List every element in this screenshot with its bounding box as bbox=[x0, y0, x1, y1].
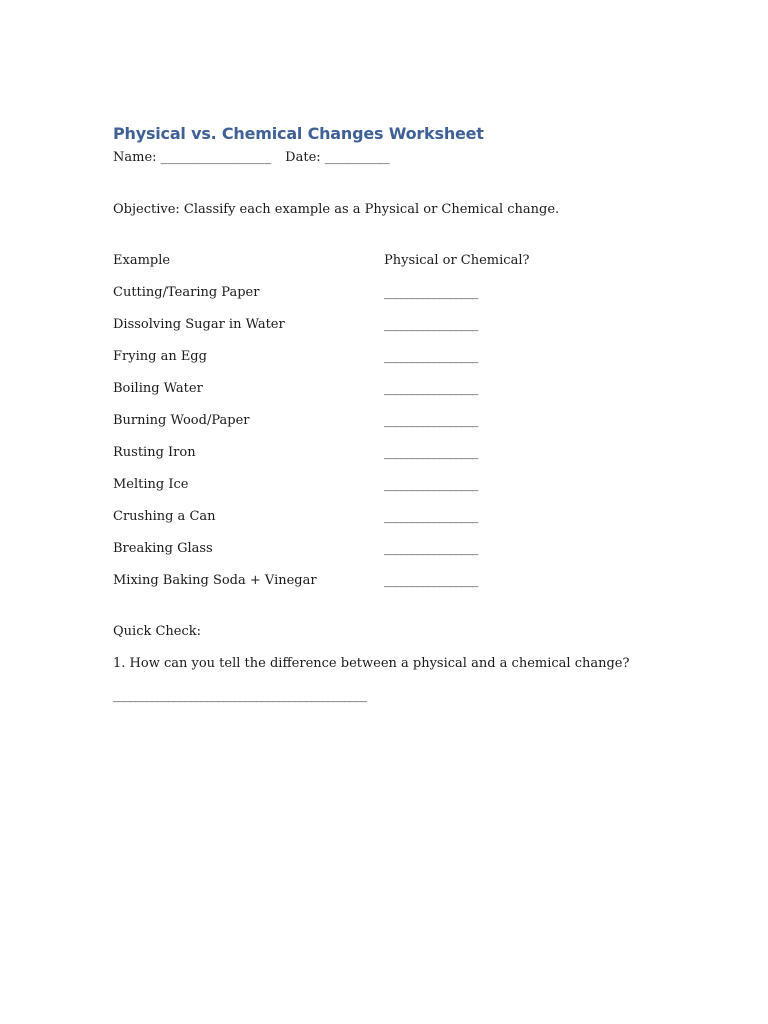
table-row bbox=[113, 445, 533, 477]
answer-blank[interactable]: _________________ bbox=[384, 285, 478, 300]
table-row bbox=[113, 349, 533, 381]
table-row bbox=[113, 509, 533, 541]
answer-blank[interactable]: _________________ bbox=[384, 445, 478, 460]
table-row bbox=[113, 541, 533, 573]
answer-blank[interactable]: _________________ bbox=[384, 541, 478, 556]
example-label: Crushing a Can bbox=[113, 509, 216, 524]
table-row bbox=[113, 381, 533, 413]
column-header-answer: Physical or Chemical? bbox=[384, 253, 530, 268]
answer-blank[interactable]: _________________ bbox=[384, 477, 478, 492]
examples-table bbox=[113, 285, 533, 605]
objective-text: Objective: Classify each example as a Physical or Chemical change. bbox=[113, 202, 560, 217]
example-label: Boiling Water bbox=[113, 381, 203, 396]
answer-blank[interactable]: _________________ bbox=[384, 349, 478, 364]
table-row bbox=[113, 317, 533, 349]
example-label: Frying an Egg bbox=[113, 349, 207, 364]
name-date-line bbox=[113, 150, 390, 166]
answer-blank[interactable]: _________________ bbox=[384, 509, 478, 524]
column-header-example: Example bbox=[113, 253, 171, 268]
question-1-text: 1. How can you tell the difference between a physical and a chemical change? bbox=[113, 656, 630, 671]
example-label: Cutting/Tearing Paper bbox=[113, 285, 260, 300]
example-label: Burning Wood/Paper bbox=[113, 413, 250, 428]
example-label: Rusting Iron bbox=[113, 445, 196, 460]
table-row bbox=[113, 413, 533, 445]
example-label: Dissolving Sugar in Water bbox=[113, 317, 285, 332]
table-row bbox=[113, 573, 533, 605]
page-title: Physical vs. Chemical Changes Worksheet bbox=[113, 124, 484, 143]
name-field[interactable]: Name: _________________ bbox=[113, 150, 272, 165]
example-label: Breaking Glass bbox=[113, 541, 213, 556]
date-field[interactable]: Date: __________ bbox=[285, 150, 390, 165]
answer-blank[interactable]: _________________ bbox=[384, 413, 478, 428]
table-row bbox=[113, 477, 533, 509]
answer-blank[interactable]: _________________ bbox=[384, 381, 478, 396]
example-label: Melting Ice bbox=[113, 477, 189, 492]
example-label: Mixing Baking Soda + Vinegar bbox=[113, 573, 317, 588]
table-row bbox=[113, 285, 533, 317]
quick-check-heading: Quick Check: bbox=[113, 624, 202, 639]
answer-blank[interactable]: _________________ bbox=[384, 317, 478, 332]
question-1-answer-line[interactable]: ______________________________________________ bbox=[113, 688, 366, 703]
answer-blank[interactable]: _________________ bbox=[384, 573, 478, 588]
